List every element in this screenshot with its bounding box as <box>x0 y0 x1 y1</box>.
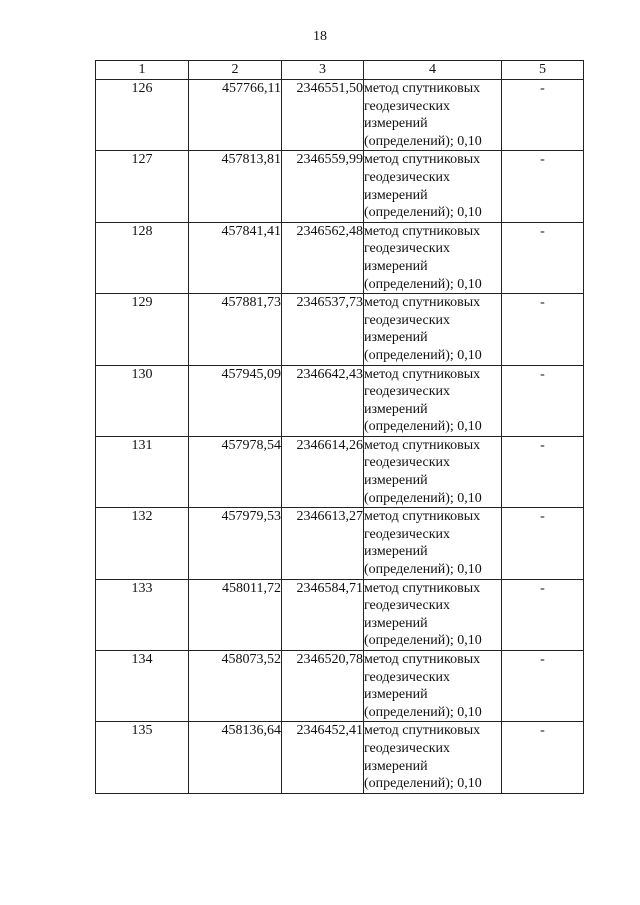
method-text-line: геодезических <box>364 312 451 328</box>
method-text-line: геодезических <box>364 455 451 471</box>
method-text-line: измерений <box>364 116 428 132</box>
coordinate-y-cell: 2346613,27 <box>282 508 364 579</box>
coordinate-x-cell: 457813,81 <box>189 151 282 222</box>
method-text-line: (определений); 0,10 <box>364 276 482 292</box>
table-body <box>96 80 584 794</box>
coordinate-x-cell: 458073,52 <box>189 651 282 722</box>
coordinate-x-cell: 457766,11 <box>189 80 282 151</box>
method-text-line: (определений); 0,10 <box>364 776 482 792</box>
coordinate-x-cell: 458136,64 <box>189 722 282 793</box>
method-text-line: (определений); 0,10 <box>364 562 482 578</box>
method-text-line: измерений <box>364 401 428 417</box>
method-text-line: геодезических <box>364 98 451 114</box>
method-text-line: геодезических <box>364 598 451 614</box>
method-text-line: (определений); 0,10 <box>364 133 482 149</box>
coordinates-table <box>95 60 584 794</box>
method-text-line: метод спутниковых <box>364 509 481 525</box>
table-row <box>96 436 584 507</box>
method-text-line: (определений); 0,10 <box>364 490 482 506</box>
note-cell: - <box>502 80 584 151</box>
coordinate-y-cell: 2346551,50 <box>282 80 364 151</box>
column-header-2: 2 <box>189 61 282 80</box>
table-row <box>96 151 584 222</box>
table-row <box>96 294 584 365</box>
page-number: 18 <box>313 29 327 44</box>
coordinate-y-cell: 2346562,48 <box>282 222 364 293</box>
table-row <box>96 722 584 793</box>
method-text-line: метод спутниковых <box>364 223 481 239</box>
column-header-5: 5 <box>502 61 584 80</box>
method-text-line: метод спутниковых <box>364 580 481 596</box>
coordinate-x-cell: 457881,73 <box>189 294 282 365</box>
method-text-line: метод спутниковых <box>364 295 481 311</box>
table-row <box>96 508 584 579</box>
method-text-line: метод спутниковых <box>364 366 481 382</box>
method-text-line: метод спутниковых <box>364 437 481 453</box>
method-text-line: (определений); 0,10 <box>364 633 482 649</box>
coordinate-x-cell: 458011,72 <box>189 579 282 650</box>
coordinate-y-cell: 2346452,41 <box>282 722 364 793</box>
coordinate-x-cell: 457978,54 <box>189 436 282 507</box>
note-cell: - <box>502 222 584 293</box>
method-cell <box>364 294 502 365</box>
note-cell: - <box>502 151 584 222</box>
method-text-line: измерений <box>364 473 428 489</box>
coordinate-y-cell: 2346559,99 <box>282 151 364 222</box>
note-cell: - <box>502 294 584 365</box>
coordinate-x-cell: 457945,09 <box>189 365 282 436</box>
column-header-3: 3 <box>282 61 364 80</box>
note-cell: - <box>502 508 584 579</box>
method-cell <box>364 508 502 579</box>
method-text-line: измерений <box>364 687 428 703</box>
note-cell: - <box>502 651 584 722</box>
method-cell <box>364 365 502 436</box>
coordinate-y-cell: 2346642,43 <box>282 365 364 436</box>
table-row <box>96 651 584 722</box>
method-text-line: геодезических <box>364 740 451 756</box>
method-text-line: геодезических <box>364 526 451 542</box>
note-cell: - <box>502 436 584 507</box>
method-text-line: (определений); 0,10 <box>364 347 482 363</box>
coordinate-y-cell: 2346537,73 <box>282 294 364 365</box>
point-number-cell: 129 <box>96 294 189 365</box>
method-text-line: геодезических <box>364 241 451 257</box>
method-cell <box>364 436 502 507</box>
coordinate-x-cell: 457979,53 <box>189 508 282 579</box>
note-cell: - <box>502 365 584 436</box>
point-number-cell: 132 <box>96 508 189 579</box>
point-number-cell: 133 <box>96 579 189 650</box>
method-text-line: метод спутниковых <box>364 723 481 739</box>
point-number-cell: 126 <box>96 80 189 151</box>
coordinate-y-cell: 2346584,71 <box>282 579 364 650</box>
table-row <box>96 579 584 650</box>
method-text-line: геодезических <box>364 384 451 400</box>
point-number-cell: 127 <box>96 151 189 222</box>
point-number-cell: 135 <box>96 722 189 793</box>
method-cell <box>364 579 502 650</box>
method-text-line: измерений <box>364 615 428 631</box>
table-header-row <box>96 61 584 80</box>
method-text-line: измерений <box>364 258 428 274</box>
method-text-line: (определений); 0,10 <box>364 205 482 221</box>
table-row <box>96 222 584 293</box>
point-number-cell: 130 <box>96 365 189 436</box>
point-number-cell: 128 <box>96 222 189 293</box>
method-text-line: измерений <box>364 330 428 346</box>
method-text-line: метод спутниковых <box>364 152 481 168</box>
coordinate-y-cell: 2346614,26 <box>282 436 364 507</box>
method-text-line: измерений <box>364 187 428 203</box>
method-cell <box>364 80 502 151</box>
column-header-4: 4 <box>364 61 502 80</box>
method-text-line: измерений <box>364 544 428 560</box>
method-cell <box>364 651 502 722</box>
coordinate-y-cell: 2346520,78 <box>282 651 364 722</box>
point-number-cell: 134 <box>96 651 189 722</box>
point-number-cell: 131 <box>96 436 189 507</box>
table-row <box>96 365 584 436</box>
method-text-line: (определений); 0,10 <box>364 704 482 720</box>
method-cell <box>364 722 502 793</box>
method-cell <box>364 151 502 222</box>
method-text-line: геодезических <box>364 669 451 685</box>
column-header-1: 1 <box>96 61 189 80</box>
coordinate-x-cell: 457841,41 <box>189 222 282 293</box>
method-text-line: (определений); 0,10 <box>364 419 482 435</box>
note-cell: - <box>502 722 584 793</box>
method-text-line: измерений <box>364 758 428 774</box>
method-text-line: метод спутниковых <box>364 81 481 96</box>
method-text-line: геодезических <box>364 169 451 185</box>
note-cell: - <box>502 579 584 650</box>
table-row <box>96 80 584 151</box>
method-text-line: метод спутниковых <box>364 652 481 667</box>
method-cell <box>364 222 502 293</box>
